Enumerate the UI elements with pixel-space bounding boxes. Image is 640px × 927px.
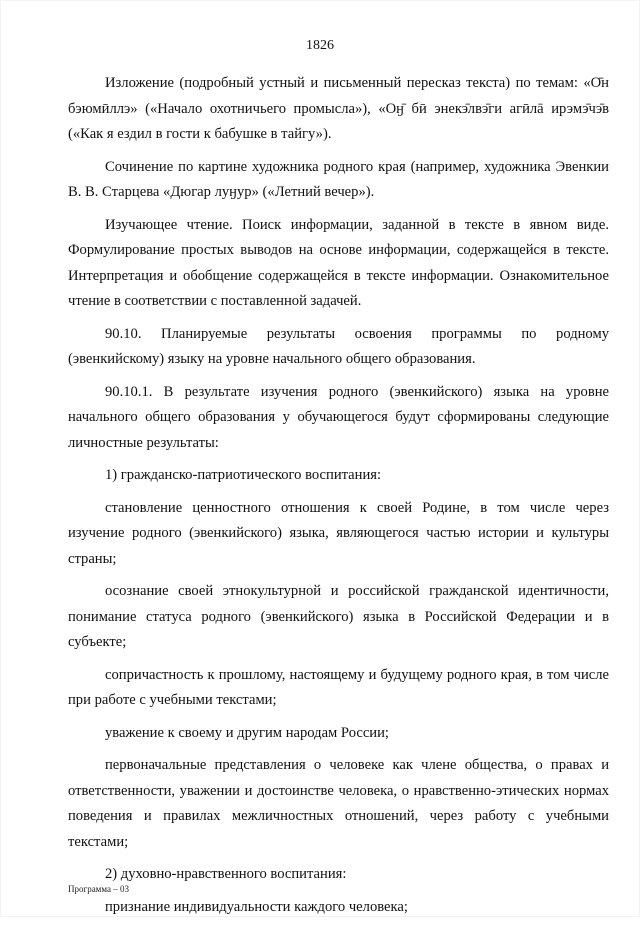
list-heading-civic: 1) гражданско-патриотического воспитания: (105, 467, 382, 483)
footer-program-label: Программа – 03 (68, 884, 130, 894)
list-item: сопричастность к прошлому, настоящему и будущему родного края, в том числе при работе с учебными текстами; (68, 666, 609, 708)
list-item: осознание своей этнокультурной и российской гражданской идентичности, понимание статуса родного (эвенкийского) языка в Российской Федерации и в субъекте; (68, 583, 609, 650)
list-item: признание индивидуальности каждого человека; (105, 898, 408, 915)
paragraph-retelling-topics: Изложение (подробный устный и письменный пересказ текста) по темам: «О̄н бэюмӣллэ» («Начало охотничьего промысла»), «Оӈ̄ бӣ энекэ̄лвэ̄ги агӣлā ирэмэ̄чэ̄в («Как я ездил в гости к бабушке в тайгу»). (68, 75, 609, 142)
paragraph-study-reading: Изучающее чтение. Поиск информации, заданной в тексте в явном виде. Формулирование простых выводов на основе информации, содержащейся в тексте. Интерпретация и обобщение содержащейся в тексте информации. Ознакомительное чтение в соответствии с поставленной задачей. (68, 216, 609, 309)
paragraph-section-90-10: 90.10. Планируемые результаты освоения программы по родному (эвенкийскому) языку на уровне начального общего образования. (68, 325, 609, 367)
paragraph-essay: Сочинение по картине художника родного края (например, художника Эвенкии В. В. Старцева «Дюгар луӈур» («Летний вечер»). (68, 158, 609, 200)
paragraph-section-90-10-1: 90.10.1. В результате изучения родного (эвенкийского) языка на уровне начального общего образования у обучающегося будут сформированы следующие личностные результаты: (68, 383, 609, 451)
list-heading-moral: 2) духовно-нравственного воспитания: (105, 866, 347, 882)
page-number: 1826 (306, 38, 334, 53)
list-item: первоначальные представления о человеке как члене общества, о правах и ответственности, уважении и достоинстве человека, о нравственно-этических нормах поведения и правилах межличностных отношений, через работу с учебными текстами; (68, 757, 609, 850)
list-item: становление ценностного отношения к своей Родине, в том числе через изучение родного (эвенкийского) языка, являющегося частью истории и культуры страны; (68, 499, 609, 567)
list-item: уважение к своему и другим народам России; (105, 724, 389, 741)
body-text (68, 71, 609, 927)
